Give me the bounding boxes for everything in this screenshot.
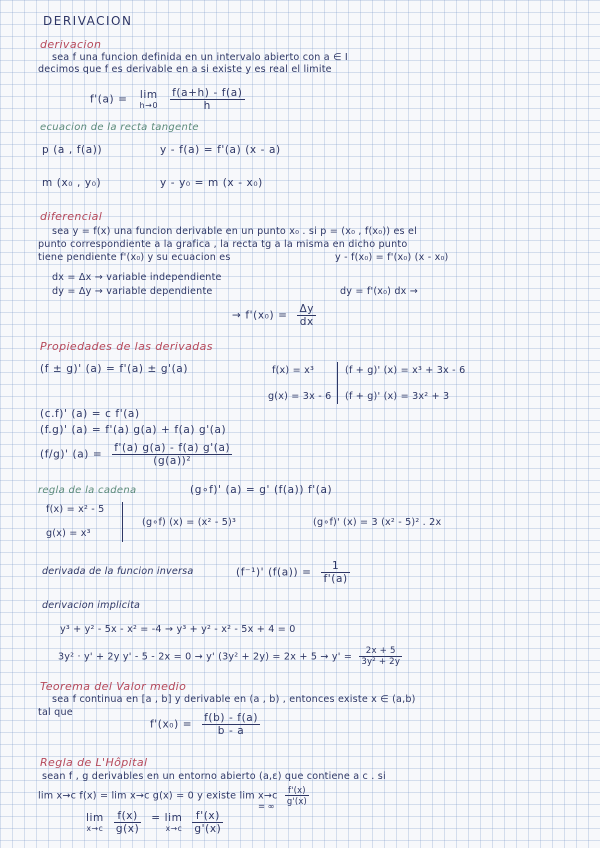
valor-medio-line2: tal que <box>38 707 73 718</box>
fraction-numerator: f(a+h) - f(a) <box>172 87 243 99</box>
mean-value-numerator: f(b) - f(a) <box>204 712 259 724</box>
ratio-numerator: Δy <box>299 303 315 315</box>
hopital-lim-subscript: x→c <box>86 824 104 833</box>
chain-composition: (g∘f) (x) = (x² - 5)³ <box>142 517 237 528</box>
inverse-derivative-formula <box>236 560 350 585</box>
diferencial-line3: tiene pendiente f'(x₀) y su ecuacion es <box>38 252 231 263</box>
chain-divider <box>122 502 123 542</box>
hopital-rhs-limit <box>151 812 182 833</box>
example-sum-derivative: (f + g)' (x) = 3x² + 3 <box>345 391 450 402</box>
section-heading-tangente: ecuacion de la recta tangente <box>40 122 199 133</box>
inverse-lhs: (f⁻¹)' (f(a)) = <box>236 566 312 579</box>
hopital-rule-formula <box>86 810 223 835</box>
ratio-denominator: dx <box>299 316 314 328</box>
implicit-fraction <box>359 646 402 667</box>
derivative-as-ratio <box>232 303 316 328</box>
section-heading-cadena: regla de la cadena <box>38 485 137 496</box>
hopital-eq-label: = lim <box>151 812 183 824</box>
dy-definition: dy = Δy → variable dependiente <box>52 286 213 297</box>
section-heading-implicita: derivacion implicita <box>42 600 141 611</box>
derivative-limit-formula <box>90 87 245 112</box>
section-heading-valor-medio: Teorema del Valor medio <box>40 680 187 693</box>
constant-rule: (c.f)' (a) = c f'(a) <box>40 408 140 420</box>
slope-point: m (x₀ , y₀) <box>42 177 102 189</box>
hopital-line2-numerator: f'(x) <box>285 785 309 796</box>
hopital-lhs-limit <box>86 812 104 833</box>
fraction-denominator: h <box>203 100 211 112</box>
formula-lhs: f'(a) = <box>90 93 128 106</box>
section-heading-hopital: Regla de L'Hôpital <box>40 756 148 769</box>
mean-value-denominator: b - a <box>217 725 245 737</box>
hopital-line2-fraction <box>285 785 309 806</box>
hopital-rhs-subscript: x→c <box>165 824 183 833</box>
example-g: g(x) = 3x - 6 <box>268 391 332 402</box>
example-sum: (f + g)' (x) = x³ + 3x - 6 <box>345 365 466 376</box>
diferencial-tangent-equation: y - f(x₀) = f'(x₀) (x - x₀) <box>335 252 449 263</box>
quotient-rule <box>40 442 232 467</box>
quotient-numerator: f'(a) g(a) - f(a) g'(a) <box>114 442 231 454</box>
diferencial-line2: punto correspondiente a la grafica , la recta tg a la misma en dicho punto <box>38 239 408 250</box>
implicit-eq2-text: 3y² · y' + 2y y' - 5 - 2x = 0 → y' (3y² + 2y) = 2x + 5 → y' = <box>58 651 353 663</box>
hopital-rhs-fraction <box>192 810 223 835</box>
section-heading-inversa: derivada de la funcion inversa <box>42 566 194 577</box>
mean-value-formula <box>150 712 260 737</box>
inverse-fraction <box>321 560 349 585</box>
hopital-rhs-denominator: g'(x) <box>194 823 222 835</box>
inverse-denominator: f'(a) <box>323 573 348 585</box>
chain-g-definition: g(x) = x³ <box>46 528 91 539</box>
diferencial-line1: sea y = f(x) una funcion derivable en un punto x₀ . si p = (x₀ , f(x₀)) es el <box>52 226 417 237</box>
implicit-equation-2 <box>58 646 402 667</box>
chain-rule: (g∘f)' (a) = g' (f(a)) f'(a) <box>190 484 333 496</box>
inverse-numerator: 1 <box>321 560 349 573</box>
limit-operator <box>140 89 159 110</box>
implicit-equation-1: y³ + y² - 5x - x² = -4 → y³ + y² - x² - 5x + 4 = 0 <box>60 624 296 635</box>
valor-medio-line1: sea f continua en [a , b] y derivable en (a , b) , entonces existe x ∈ (a,b) <box>52 694 416 705</box>
section-heading-derivacion: derivacion <box>40 38 102 51</box>
hopital-rhs-numerator: f'(x) <box>192 810 223 823</box>
dy-equation: dy = f'(x₀) dx → <box>340 286 419 297</box>
hopital-line2-text: lim x→c f(x) = lim x→c g(x) = 0 y existe lim x→c <box>38 790 278 802</box>
ratio-fraction <box>297 303 316 328</box>
example-f: f(x) = x³ <box>272 365 315 376</box>
hopital-lhs-numerator: f(x) <box>114 810 141 823</box>
section-heading-diferencial: diferencial <box>40 210 103 223</box>
hopital-lim-label: lim <box>86 812 104 824</box>
section-heading-propiedades: Propiedades de las derivadas <box>40 340 213 353</box>
quotient-fraction <box>112 442 232 467</box>
chain-f-definition: f(x) = x² - 5 <box>46 504 105 515</box>
lim-label: lim <box>139 89 158 101</box>
example-divider <box>337 362 338 404</box>
quotient-denominator: (g(a))² <box>153 455 192 467</box>
point-slope-equation: y - y₀ = m (x - x₀) <box>160 177 263 189</box>
implicit-numerator: 2x + 5 <box>359 646 402 657</box>
derivacion-definition-line2: decimos que f es derivable en a si existe y es real el limite <box>38 64 332 75</box>
ratio-lhs: → f'(x₀) = <box>232 309 288 322</box>
lim-subscript: h→0 <box>139 101 159 110</box>
quotient-lhs: (f/g)' (a) = <box>40 448 103 461</box>
hopital-line2-denominator: g'(x) <box>286 796 307 806</box>
hopital-infinity-note: = ∞ <box>258 801 275 811</box>
mean-value-lhs: f'(x₀) = <box>150 718 193 731</box>
chain-composition-derivative: (g∘f)' (x) = 3 (x² - 5)² . 2x <box>313 517 442 528</box>
difference-quotient <box>170 87 244 112</box>
hopital-line1: sean f , g derivables en un entorno abierto (a,ε) que contiene a c . si <box>42 771 386 782</box>
derivacion-definition-line1: sea f una funcion definida en un intervalo abierto con a ∈ I <box>52 52 348 63</box>
product-rule: (f.g)' (a) = f'(a) g(a) + f(a) g'(a) <box>40 424 227 436</box>
sum-rule: (f ± g)' (a) = f'(a) ± g'(a) <box>40 363 189 375</box>
dx-definition: dx = Δx → variable independiente <box>52 272 222 283</box>
tangent-point: p (a , f(a)) <box>42 144 103 156</box>
hopital-lhs-fraction <box>114 810 141 835</box>
mean-value-fraction <box>202 712 260 737</box>
implicit-denominator: 3y² + 2y <box>361 657 401 667</box>
page-title: DERIVACION <box>43 14 133 28</box>
hopital-lhs-denominator: g(x) <box>115 823 140 835</box>
tangent-equation: y - f(a) = f'(a) (x - a) <box>160 144 281 156</box>
